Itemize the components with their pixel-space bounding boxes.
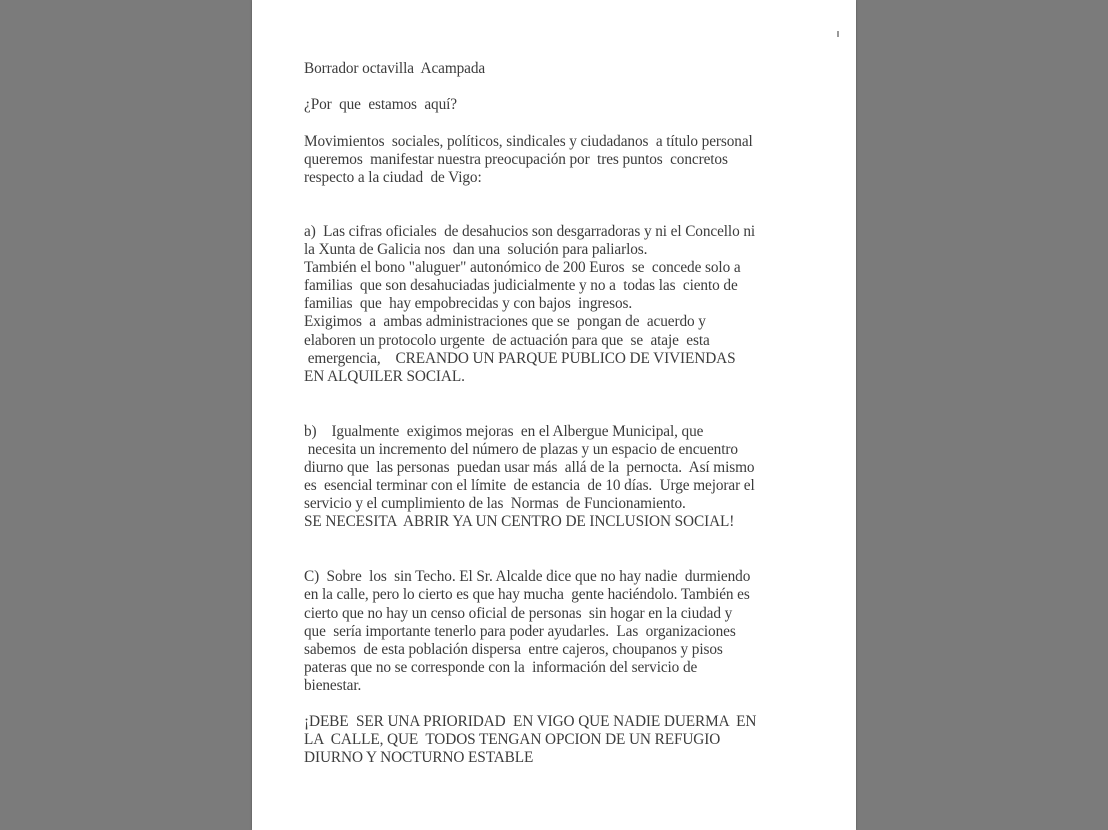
scan-speck	[837, 31, 839, 37]
point-a-line: la Xunta de Galicia nos dan una solución para paliarlos.	[304, 241, 648, 259]
intro-line: queremos manifestar nuestra preocupación por tres puntos concretos	[304, 150, 728, 168]
document-body	[304, 60, 794, 767]
spacer	[304, 531, 794, 568]
point-a-line: a) Las cifras oficiales de desahucios son desgarradoras y ni el Concello ni	[304, 222, 756, 240]
spacer	[304, 114, 794, 133]
point-a-line: emergencia, CREANDO UN PARQUE PUBLICO DE VIVIENDAS	[304, 349, 736, 367]
point-c-line: pateras que no se corresponde con la información del servicio de	[304, 658, 698, 676]
point-b-paragraph	[304, 423, 794, 532]
point-b-line: diurno que las personas puedan usar más allá de la pernocta. Así mismo	[304, 459, 755, 476]
point-a-paragraph	[304, 223, 794, 386]
intro-line: Movimientos sociales, políticos, sindicales y ciudadanos a título personal	[304, 132, 753, 150]
point-b-line: es esencial terminar con el límite de estancia de 10 días. Urge mejorar el	[304, 477, 755, 495]
point-b-line: b) Igualmente exigimos mejoras en el Albergue Municipal, que	[304, 422, 704, 440]
spacer	[304, 187, 794, 223]
point-a-line: elaboren un protocolo urgente de actuación para que se ataje esta	[304, 331, 710, 349]
point-a-line: Exigimos a ambas administraciones que se pongan de acuerdo y	[304, 313, 706, 331]
intro-line: respecto a la ciudad de Vigo:	[304, 168, 482, 186]
spacer	[304, 695, 794, 713]
point-c-line: que sería importante tenerlo para poder ayudarles. Las organizaciones	[304, 622, 736, 640]
point-c-line: bienestar.	[304, 676, 362, 694]
point-a-line: familias que son desahuciadas judicialmente y no a todas las ciento de	[304, 277, 738, 295]
closing-paragraph	[304, 713, 794, 767]
point-c-line: C) Sobre los sin Techo. El Sr. Alcalde dice que no hay nadie durmiendo	[304, 568, 751, 586]
closing-line: LA CALLE, QUE TODOS TENGAN OPCION DE UN REFUGIO	[304, 731, 721, 749]
point-b-line: necesita un incremento del número de plazas y un espacio de encuentro	[304, 440, 738, 458]
point-b-line: servicio y el cumplimiento de las Normas de Funcionamiento.	[304, 495, 686, 513]
spacer	[304, 78, 794, 96]
closing-line: DIURNO Y NOCTURNO ESTABLE	[304, 749, 534, 767]
point-c-paragraph	[304, 568, 794, 695]
point-c-line: sabemos de esta población dispersa entre cajeros, choupanos y pisos	[304, 640, 723, 658]
closing-line: ¡DEBE SER UNA PRIORIDAD EN VIGO QUE NADIE DUERMA EN	[304, 713, 757, 731]
point-a-line: También el bono "aluguer" autonómico de 200 Euros se concede solo a	[304, 259, 741, 277]
point-c-line: en la calle, pero lo cierto es que hay mucha gente haciéndolo. También es	[304, 586, 750, 604]
intro-paragraph	[304, 133, 794, 187]
point-b-line: SE NECESITA ABRIR YA UN CENTRO DE INCLUSION SOCIAL!	[304, 513, 735, 531]
document-page	[252, 0, 856, 830]
point-c-line: cierto que no hay un censo oficial de personas sin hogar en la ciudad y	[304, 604, 733, 622]
document-title: Borrador octavilla Acampada	[304, 60, 486, 77]
point-a-line: EN ALQUILER SOCIAL.	[304, 367, 465, 385]
spacer	[304, 386, 794, 423]
point-a-line: familias que hay empobrecidas y con bajos ingresos.	[304, 295, 633, 313]
document-question: ¿Por que estamos aquí?	[304, 96, 457, 114]
